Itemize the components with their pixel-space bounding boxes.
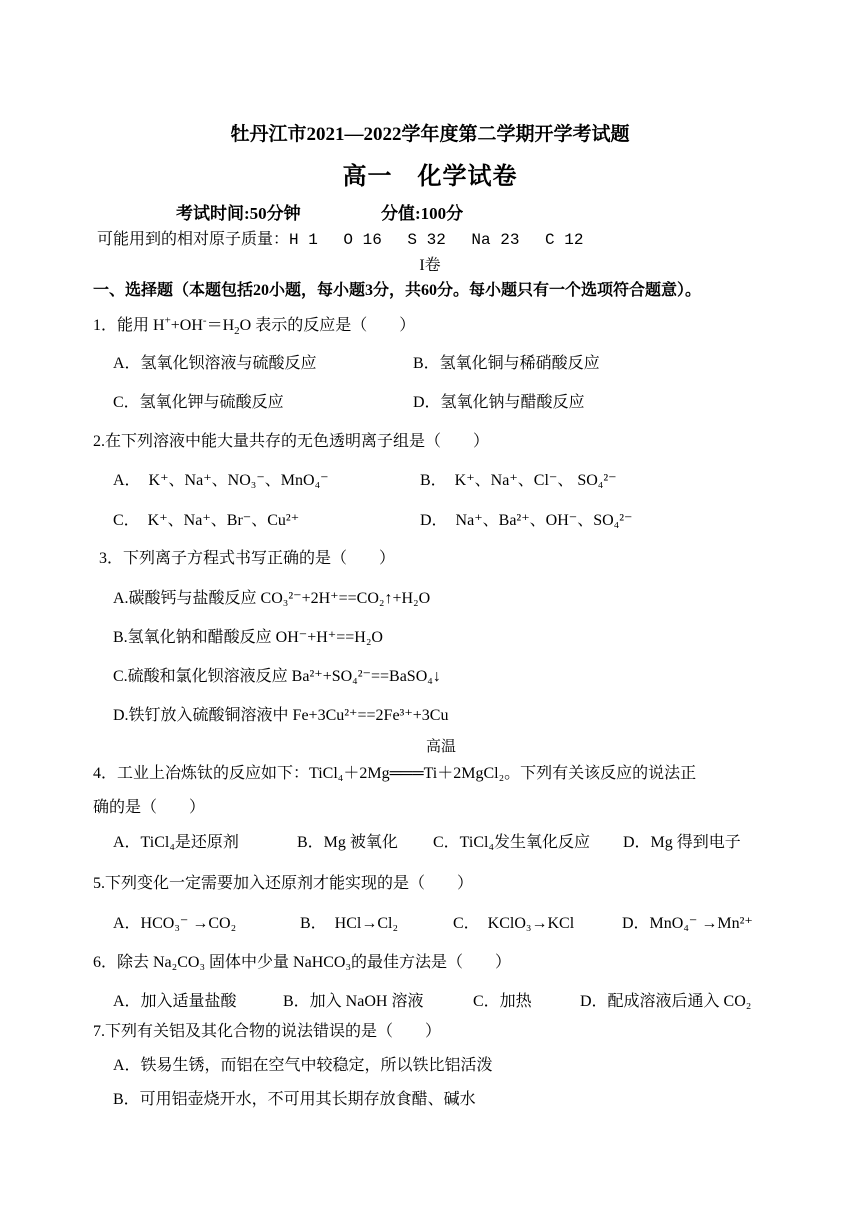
volume-label: I卷	[419, 257, 441, 274]
q4-option-a: A．TiCl₄是还原剂	[113, 834, 239, 851]
question-6-stem: 6．除去 Na₂CO₃ 固体中少量 NaHCO₃的最佳方法是（ ）	[93, 954, 512, 971]
q1-sub: 2	[234, 325, 240, 338]
q4-option-d: D．Mg 得到电子	[623, 834, 741, 851]
q1-sup: -	[202, 314, 207, 327]
q1-option-a: A．氢氧化钡溶液与硫酸反应	[113, 355, 317, 372]
q2-option-d: D． Na⁺、Ba²⁺、OH⁻、SO₄²⁻	[420, 512, 633, 529]
exam-time: 考试时间:50分钟	[176, 204, 301, 223]
q5-option-c: C． KClO₃→KCl	[453, 915, 575, 932]
q1-option-c: C．氢氧化钾与硫酸反应	[113, 394, 284, 411]
q7-option-b: B．可用铝壶烧开水，不可用其长期存放食醋、碱水	[113, 1091, 476, 1108]
section-heading: 一、选择题（本题包括20小题，每小题3分，共60分。每小题只有一个选项符合题意）。	[93, 282, 702, 299]
q3-option-c: C.硫酸和氯化钡溶液反应 Ba²⁺+SO₄²⁻==BaSO₄↓	[113, 668, 441, 685]
question-1-stem	[93, 312, 416, 338]
question-3-stem: 3．下列离子方程式书写正确的是（ ）	[99, 550, 396, 567]
question-4-stem: 4．工业上冶炼钛的反应如下：TiCl₄＋2Mg═══Ti＋2MgCl₂。下列有关该反应的说法正	[93, 765, 697, 782]
q5-option-b: B． HCl→Cl₂	[300, 915, 399, 932]
q4-option-c: C．TiCl₄发生氧化反应	[433, 834, 591, 851]
exam-title: 牡丹江市2021—2022学年度第二学期开学考试题	[230, 124, 630, 145]
q2-option-a: A． K⁺、Na⁺、NO₃⁻、MnO₄⁻	[113, 472, 329, 489]
q1-option-b: B．氢氧化铜与稀硝酸反应	[413, 355, 600, 372]
q3-option-a: A.碳酸钙与盐酸反应 CO₃²⁻+2H⁺==CO₂↑+H₂O	[113, 590, 431, 607]
question-4-stem-cont: 确的是（ ）	[93, 799, 206, 816]
q5-option-a: A．HCO₃⁻ →CO₂	[113, 915, 237, 932]
q4-option-b: B．Mg 被氧化	[297, 834, 398, 851]
q6-option-c: C．加热	[473, 993, 532, 1010]
exam-subtitle: 高一 化学试卷	[342, 164, 518, 190]
q1-part: ＝H	[206, 317, 235, 334]
q5-option-d: D．MnO₄⁻ →Mn²⁺	[622, 915, 753, 932]
reaction-condition: 高温	[426, 739, 457, 755]
q1-sup: +	[164, 314, 171, 327]
question-7-stem: 7.下列有关铝及其化合物的说法错误的是（ ）	[93, 1023, 442, 1040]
q1-option-d: D．氢氧化钠与醋酸反应	[413, 394, 585, 411]
q1-part: +OH	[170, 317, 203, 334]
atomic-mass-line: 可能用到的相对原子质量：H 1 O 16 S 32 Na 23 C 12	[97, 231, 584, 249]
exam-score: 分值:100分	[381, 204, 464, 223]
q6-option-d: D．配成溶液后通入 CO₂	[580, 993, 752, 1010]
q2-option-b: B． K⁺、Na⁺、Cl⁻、 SO₄²⁻	[420, 472, 617, 489]
q7-option-a: A．铁易生锈，而铝在空气中较稳定，所以铁比铝活泼	[113, 1057, 493, 1074]
q3-option-d: D.铁钉放入硫酸铜溶液中 Fe+3Cu²⁺==2Fe³⁺+3Cu	[113, 707, 449, 724]
question-5-stem: 5.下列变化一定需要加入还原剂才能实现的是（ ）	[93, 875, 474, 892]
q1-part: 1．能用 H	[93, 317, 165, 334]
question-2-stem: 2.在下列溶液中能大量共存的无色透明离子组是（ ）	[93, 433, 490, 450]
q1-part: O 表示的反应是（ ）	[239, 317, 416, 334]
q2-option-c: C． K⁺、Na⁺、Br⁻、Cu²⁺	[113, 512, 300, 529]
q3-option-b: B.氢氧化钠和醋酸反应 OH⁻+H⁺==H₂O	[113, 629, 383, 646]
q6-option-a: A．加入适量盐酸	[113, 993, 237, 1010]
q6-option-b: B．加入 NaOH 溶液	[283, 993, 424, 1010]
